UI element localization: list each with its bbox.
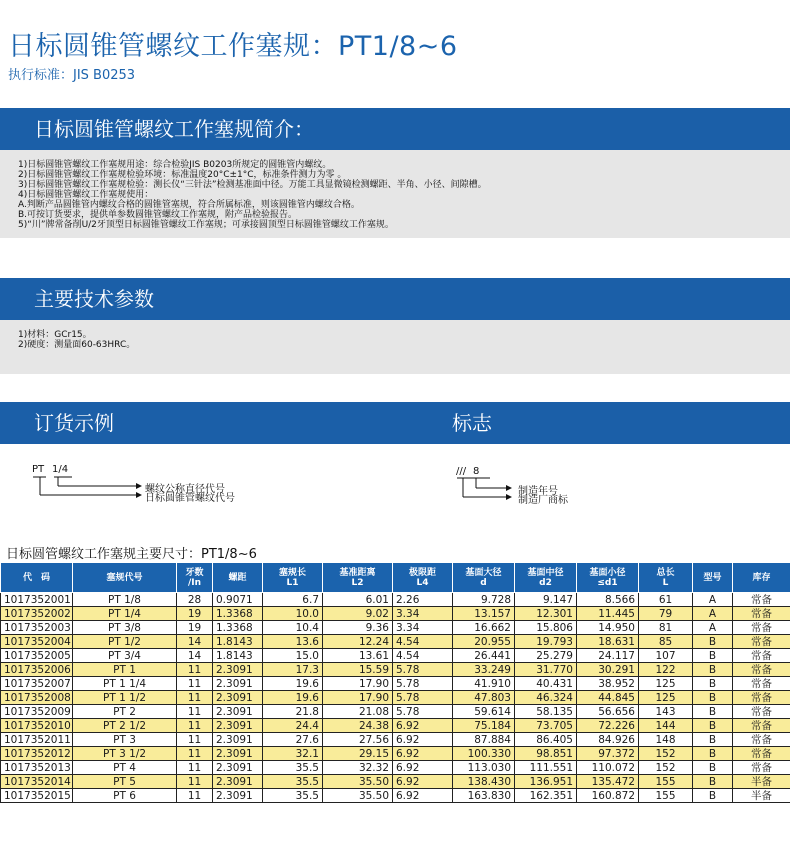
table-cell: 58.135 [515, 705, 577, 719]
table-cell: B [693, 775, 733, 789]
table-cell: 160.872 [577, 789, 639, 803]
table-cell: 6.92 [393, 733, 453, 747]
table-cell: 9.36 [323, 621, 393, 635]
table-cell: 27.56 [323, 733, 393, 747]
table-cell: 44.845 [577, 691, 639, 705]
table-cell: 79 [639, 607, 693, 621]
column-header-sub: d2 [539, 577, 552, 588]
column-header [515, 563, 577, 593]
table-cell: 5.78 [393, 705, 453, 719]
table-cell: 1017352003 [1, 621, 73, 635]
column-header-label: 总长 [656, 567, 675, 578]
table-row [1, 747, 790, 761]
table-cell: 6.92 [393, 747, 453, 761]
table-cell: 16.662 [453, 621, 515, 635]
table-cell: 1.3368 [213, 621, 263, 635]
table-cell: 107 [639, 649, 693, 663]
table-cell: 14.950 [577, 621, 639, 635]
table-cell: 122 [639, 663, 693, 677]
table-cell: 2.3091 [213, 663, 263, 677]
table-cell: A [693, 593, 733, 607]
table-row [1, 789, 790, 803]
table-cell: 1017352011 [1, 733, 73, 747]
table-cell: 17.3 [263, 663, 323, 677]
column-header-label: 库存 [752, 572, 771, 583]
table-cell: 1017352012 [1, 747, 73, 761]
table-cell: 1017352008 [1, 691, 73, 705]
table-cell: 13.157 [453, 607, 515, 621]
table-cell: 1017352014 [1, 775, 73, 789]
table-cell: 21.08 [323, 705, 393, 719]
table-cell: B [693, 635, 733, 649]
table-cell: 1017352007 [1, 677, 73, 691]
table-cell: 46.324 [515, 691, 577, 705]
table-cell: 163.830 [453, 789, 515, 803]
table-cell: PT 6 [73, 789, 177, 803]
table-cell: 19 [177, 621, 213, 635]
table-cell: 5.78 [393, 663, 453, 677]
table-cell: 152 [639, 747, 693, 761]
table-row [1, 733, 790, 747]
column-header [263, 563, 323, 593]
table-cell: 75.184 [453, 719, 515, 733]
table-cell: 30.291 [577, 663, 639, 677]
table-cell: 6.92 [393, 789, 453, 803]
table-cell: 56.656 [577, 705, 639, 719]
table-cell: 17.90 [323, 691, 393, 705]
column-header [453, 563, 515, 593]
table-cell: 21.8 [263, 705, 323, 719]
column-header [323, 563, 393, 593]
table-cell: B [693, 677, 733, 691]
table-cell: 11 [177, 705, 213, 719]
table-cell: 35.5 [263, 775, 323, 789]
table-cell: 11 [177, 691, 213, 705]
table-cell: 常备 [733, 761, 790, 775]
column-header-sub: ≤d1 [597, 577, 618, 588]
table-cell: 11 [177, 775, 213, 789]
intro-panel [0, 150, 790, 238]
table-cell: 85 [639, 635, 693, 649]
column-header-label: 型号 [703, 572, 722, 583]
table-cell: 148 [639, 733, 693, 747]
column-header [393, 563, 453, 593]
table-cell: 86.405 [515, 733, 577, 747]
table-cell: 15.806 [515, 621, 577, 635]
table-cell: 2.3091 [213, 705, 263, 719]
table-cell: 25.279 [515, 649, 577, 663]
table-cell: 常备 [733, 719, 790, 733]
table-row [1, 621, 790, 635]
table-cell: 11 [177, 761, 213, 775]
table-cell: 常备 [733, 635, 790, 649]
table-cell: 18.631 [577, 635, 639, 649]
table-cell: PT 3 1/2 [73, 747, 177, 761]
table-cell: 143 [639, 705, 693, 719]
table-cell: 35.5 [263, 761, 323, 775]
table-cell: 10.0 [263, 607, 323, 621]
table-cell: 1017352001 [1, 593, 73, 607]
order-code-size: 1/4 [52, 464, 69, 475]
table-cell: 1.3368 [213, 607, 263, 621]
table-cell: 11.445 [577, 607, 639, 621]
column-header-label: 基面大径 [465, 567, 502, 578]
intro-line: A.判断产品圆锥管内螺纹合格的圆锥管塞规，符合所属标准，则该圆锥管内螺纹合格。 [18, 200, 360, 210]
table-cell: 98.851 [515, 747, 577, 761]
column-header [733, 563, 790, 593]
table-cell: 35.50 [323, 775, 393, 789]
table-cell: 常备 [733, 663, 790, 677]
table-cell: 38.952 [577, 677, 639, 691]
table-cell: 常备 [733, 593, 790, 607]
column-header-label: 塞规长 [278, 567, 306, 578]
table-cell: 1017352013 [1, 761, 73, 775]
table-cell: B [693, 747, 733, 761]
table-cell: 2.3091 [213, 747, 263, 761]
order-label-type: 日标圆锥管螺纹代号 [145, 493, 235, 504]
table-cell: 3.34 [393, 621, 453, 635]
table-cell: 72.226 [577, 719, 639, 733]
table-body [1, 593, 790, 803]
table-cell: 2.3091 [213, 719, 263, 733]
column-header [1, 563, 73, 593]
table-cell: 11 [177, 677, 213, 691]
table-cell: 24.117 [577, 649, 639, 663]
table-cell: 6.92 [393, 719, 453, 733]
table-row [1, 677, 790, 691]
table-cell: 14 [177, 635, 213, 649]
intro-line: B.可按订货要求，提供单参数圆锥管螺纹工作塞规，附产品检验报告。 [18, 210, 298, 220]
intro-banner: 日标圆锥管螺纹工作塞规简介： [0, 108, 790, 150]
mark-diagram [456, 466, 656, 506]
intro-line: 4)日标圆锥管螺纹工作塞规使用： [18, 190, 154, 200]
table-cell: A [693, 621, 733, 635]
table-cell: 半备 [733, 789, 790, 803]
table-cell: PT 4 [73, 761, 177, 775]
table-cell: 13.6 [263, 635, 323, 649]
column-header-sub: L [662, 577, 669, 588]
table-cell: B [693, 733, 733, 747]
table-cell: 6.92 [393, 775, 453, 789]
column-header-label: 基面小径 [589, 567, 626, 578]
table-row [1, 635, 790, 649]
table-title: 日标圆管螺纹工作塞规主要尺寸：PT1/8~6 [6, 547, 257, 562]
table-cell: 常备 [733, 705, 790, 719]
table-cell: 常备 [733, 747, 790, 761]
column-header-label: 极限距 [408, 567, 436, 578]
table-cell: 26.441 [453, 649, 515, 663]
table-cell: 29.15 [323, 747, 393, 761]
table-cell: 1017352015 [1, 789, 73, 803]
table-cell: 17.90 [323, 677, 393, 691]
table-cell: 常备 [733, 677, 790, 691]
table-row [1, 663, 790, 677]
table-cell: 125 [639, 677, 693, 691]
intro-line: 3)日标圆锥管螺纹工作塞规检验：测长仪“三针法”检测基准面中径。万能工具显微镜检测螺距、半角、小径、间隙槽。 [18, 180, 487, 190]
table-cell: 14 [177, 649, 213, 663]
table-cell: 138.430 [453, 775, 515, 789]
table-cell: B [693, 691, 733, 705]
table-cell: 125 [639, 691, 693, 705]
table-cell: B [693, 663, 733, 677]
table-cell: 61 [639, 593, 693, 607]
table-cell: 常备 [733, 649, 790, 663]
table-row [1, 705, 790, 719]
page-title: 日标圆锥管螺纹工作塞规：PT1/8~6 [8, 31, 458, 62]
table-cell: PT 1 1/4 [73, 677, 177, 691]
table-cell: A [693, 607, 733, 621]
table-cell: 常备 [733, 621, 790, 635]
table-cell: 84.926 [577, 733, 639, 747]
table-cell: 12.24 [323, 635, 393, 649]
table-cell: 9.147 [515, 593, 577, 607]
order-mark-banner [0, 402, 790, 444]
table-row [1, 593, 790, 607]
column-header [213, 563, 263, 593]
column-header-label: 基面中径 [527, 567, 564, 578]
table-cell: 2.3091 [213, 789, 263, 803]
table-cell: 1017352005 [1, 649, 73, 663]
table-cell: B [693, 705, 733, 719]
table-cell: 24.4 [263, 719, 323, 733]
table-cell: PT 5 [73, 775, 177, 789]
table-cell: PT 1/2 [73, 635, 177, 649]
table-header-row [1, 563, 790, 593]
table-cell: 19.793 [515, 635, 577, 649]
table-cell: B [693, 789, 733, 803]
table-cell: 3.34 [393, 607, 453, 621]
table-cell: 6.01 [323, 593, 393, 607]
table-cell: B [693, 649, 733, 663]
column-header-sub: L4 [416, 577, 429, 588]
table-cell: 28 [177, 593, 213, 607]
table-cell: 32.1 [263, 747, 323, 761]
table-cell: 100.330 [453, 747, 515, 761]
table-cell: 19.6 [263, 691, 323, 705]
table-cell: 2.26 [393, 593, 453, 607]
specs-banner: 主要技术参数 [0, 278, 790, 320]
intro-line: 2)日标圆锥管螺纹工作塞规检验环境：标准温度20°C±1°C，标准条件测力为零 。 [18, 170, 347, 180]
column-header-sub: L1 [286, 577, 299, 588]
table-cell: PT 3 [73, 733, 177, 747]
table-cell: 6.92 [393, 761, 453, 775]
column-header [577, 563, 639, 593]
table-cell: 11 [177, 789, 213, 803]
column-header-label: 螺距 [228, 572, 247, 583]
table-cell: 15.0 [263, 649, 323, 663]
table-cell: 110.072 [577, 761, 639, 775]
table-cell: 12.301 [515, 607, 577, 621]
table-cell: 1.8143 [213, 649, 263, 663]
table-cell: 11 [177, 719, 213, 733]
column-header [639, 563, 693, 593]
table-cell: 半备 [733, 775, 790, 789]
column-header-label: 代 码 [22, 572, 50, 583]
table-row [1, 607, 790, 621]
table-cell: 8.566 [577, 593, 639, 607]
mark-label-maker: 制造厂商标 [518, 495, 568, 506]
table-cell: 常备 [733, 691, 790, 705]
table-cell: 2.3091 [213, 677, 263, 691]
column-header-sub: /In [187, 577, 202, 588]
table-cell: 35.50 [323, 789, 393, 803]
column-header [177, 563, 213, 593]
table-cell: PT 1/8 [73, 593, 177, 607]
table-cell: B [693, 719, 733, 733]
table-cell: 11 [177, 733, 213, 747]
table-cell: PT 1/4 [73, 607, 177, 621]
table-row [1, 649, 790, 663]
mark-symbol: /// [456, 466, 467, 477]
table-cell: 111.551 [515, 761, 577, 775]
table-cell: 144 [639, 719, 693, 733]
table-cell: 1.8143 [213, 635, 263, 649]
table-cell: 2.3091 [213, 691, 263, 705]
column-header-label: 牙数 [185, 567, 204, 578]
table-cell: 81 [639, 621, 693, 635]
table-cell: PT 1 [73, 663, 177, 677]
column-header-label: 塞规代号 [106, 572, 143, 583]
mark-label-year: 制造年号 [518, 486, 558, 497]
table-cell: 20.955 [453, 635, 515, 649]
table-cell: 15.59 [323, 663, 393, 677]
mark-number: 8 [473, 466, 480, 477]
table-cell: PT 2 [73, 705, 177, 719]
table-cell: 2.3091 [213, 733, 263, 747]
table-cell: 27.6 [263, 733, 323, 747]
table-cell: 4.54 [393, 649, 453, 663]
table-cell: 1017352004 [1, 635, 73, 649]
table-cell: 73.705 [515, 719, 577, 733]
table-cell: 4.54 [393, 635, 453, 649]
table-cell: 6.7 [263, 593, 323, 607]
specs-line: 1)材料：GCr15。 [18, 330, 92, 340]
standard-label: 执行标准：JIS B0253 [8, 68, 136, 83]
table-cell: 155 [639, 789, 693, 803]
table-cell: 9.02 [323, 607, 393, 621]
mark-heading: 标志 [452, 411, 492, 435]
table-cell: 2.3091 [213, 761, 263, 775]
specs-panel [0, 320, 790, 374]
specs-line: 2)硬度：测量面60-63HRC。 [18, 340, 136, 350]
column-header [693, 563, 733, 593]
table-cell: 1017352002 [1, 607, 73, 621]
table-cell: 9.728 [453, 593, 515, 607]
table-cell: B [693, 761, 733, 775]
table-cell: PT 3/8 [73, 621, 177, 635]
table-cell: 47.803 [453, 691, 515, 705]
table-cell: 32.32 [323, 761, 393, 775]
table-cell: 155 [639, 775, 693, 789]
table-cell: 33.249 [453, 663, 515, 677]
intro-line: 5)“川”牌常备削U/2牙顶型日标圆锥管螺纹工作塞规；可承接圆顶型日标圆锥管螺纹工作塞规。 [18, 220, 394, 230]
table-cell: 113.030 [453, 761, 515, 775]
table-cell: 31.770 [515, 663, 577, 677]
order-code-main: PT [32, 464, 45, 475]
table-row [1, 775, 790, 789]
table-cell: 40.431 [515, 677, 577, 691]
table-cell: 162.351 [515, 789, 577, 803]
order-example-diagram [32, 462, 292, 504]
column-header-label: 基准距离 [339, 567, 376, 578]
order-label-size: 螺纹公称直径代号 [145, 484, 225, 495]
table-cell: 24.38 [323, 719, 393, 733]
table-cell: 41.910 [453, 677, 515, 691]
table-cell: PT 3/4 [73, 649, 177, 663]
table-cell: 1017352006 [1, 663, 73, 677]
column-header [73, 563, 177, 593]
table-cell: 10.4 [263, 621, 323, 635]
table-row [1, 691, 790, 705]
table-cell: PT 1 1/2 [73, 691, 177, 705]
table-cell: 1017352009 [1, 705, 73, 719]
table-cell: 5.78 [393, 677, 453, 691]
table-cell: 5.78 [393, 691, 453, 705]
table-cell: 97.372 [577, 747, 639, 761]
table-row [1, 761, 790, 775]
table-cell: 87.884 [453, 733, 515, 747]
table-cell: 135.472 [577, 775, 639, 789]
intro-line: 1)日标圆锥管螺纹工作塞规用途：综合检验JIS B0203所规定的圆锥管内螺纹。 [18, 160, 332, 170]
table-cell: 59.614 [453, 705, 515, 719]
table-cell: 152 [639, 761, 693, 775]
table-cell: 0.9071 [213, 593, 263, 607]
table-cell: 35.5 [263, 789, 323, 803]
table-cell: 19.6 [263, 677, 323, 691]
dimension-table [0, 562, 790, 803]
table-cell: 11 [177, 747, 213, 761]
table-cell: 2.3091 [213, 775, 263, 789]
table-cell: 1017352010 [1, 719, 73, 733]
table-row [1, 719, 790, 733]
table-cell: 136.951 [515, 775, 577, 789]
table-cell: 常备 [733, 607, 790, 621]
column-header-sub: d [480, 577, 487, 588]
table-cell: 11 [177, 663, 213, 677]
order-heading: 订货示例 [34, 411, 114, 435]
table-cell: 常备 [733, 733, 790, 747]
table-cell: 19 [177, 607, 213, 621]
column-header-sub: L2 [351, 577, 364, 588]
table-cell: PT 2 1/2 [73, 719, 177, 733]
table-cell: 13.61 [323, 649, 393, 663]
